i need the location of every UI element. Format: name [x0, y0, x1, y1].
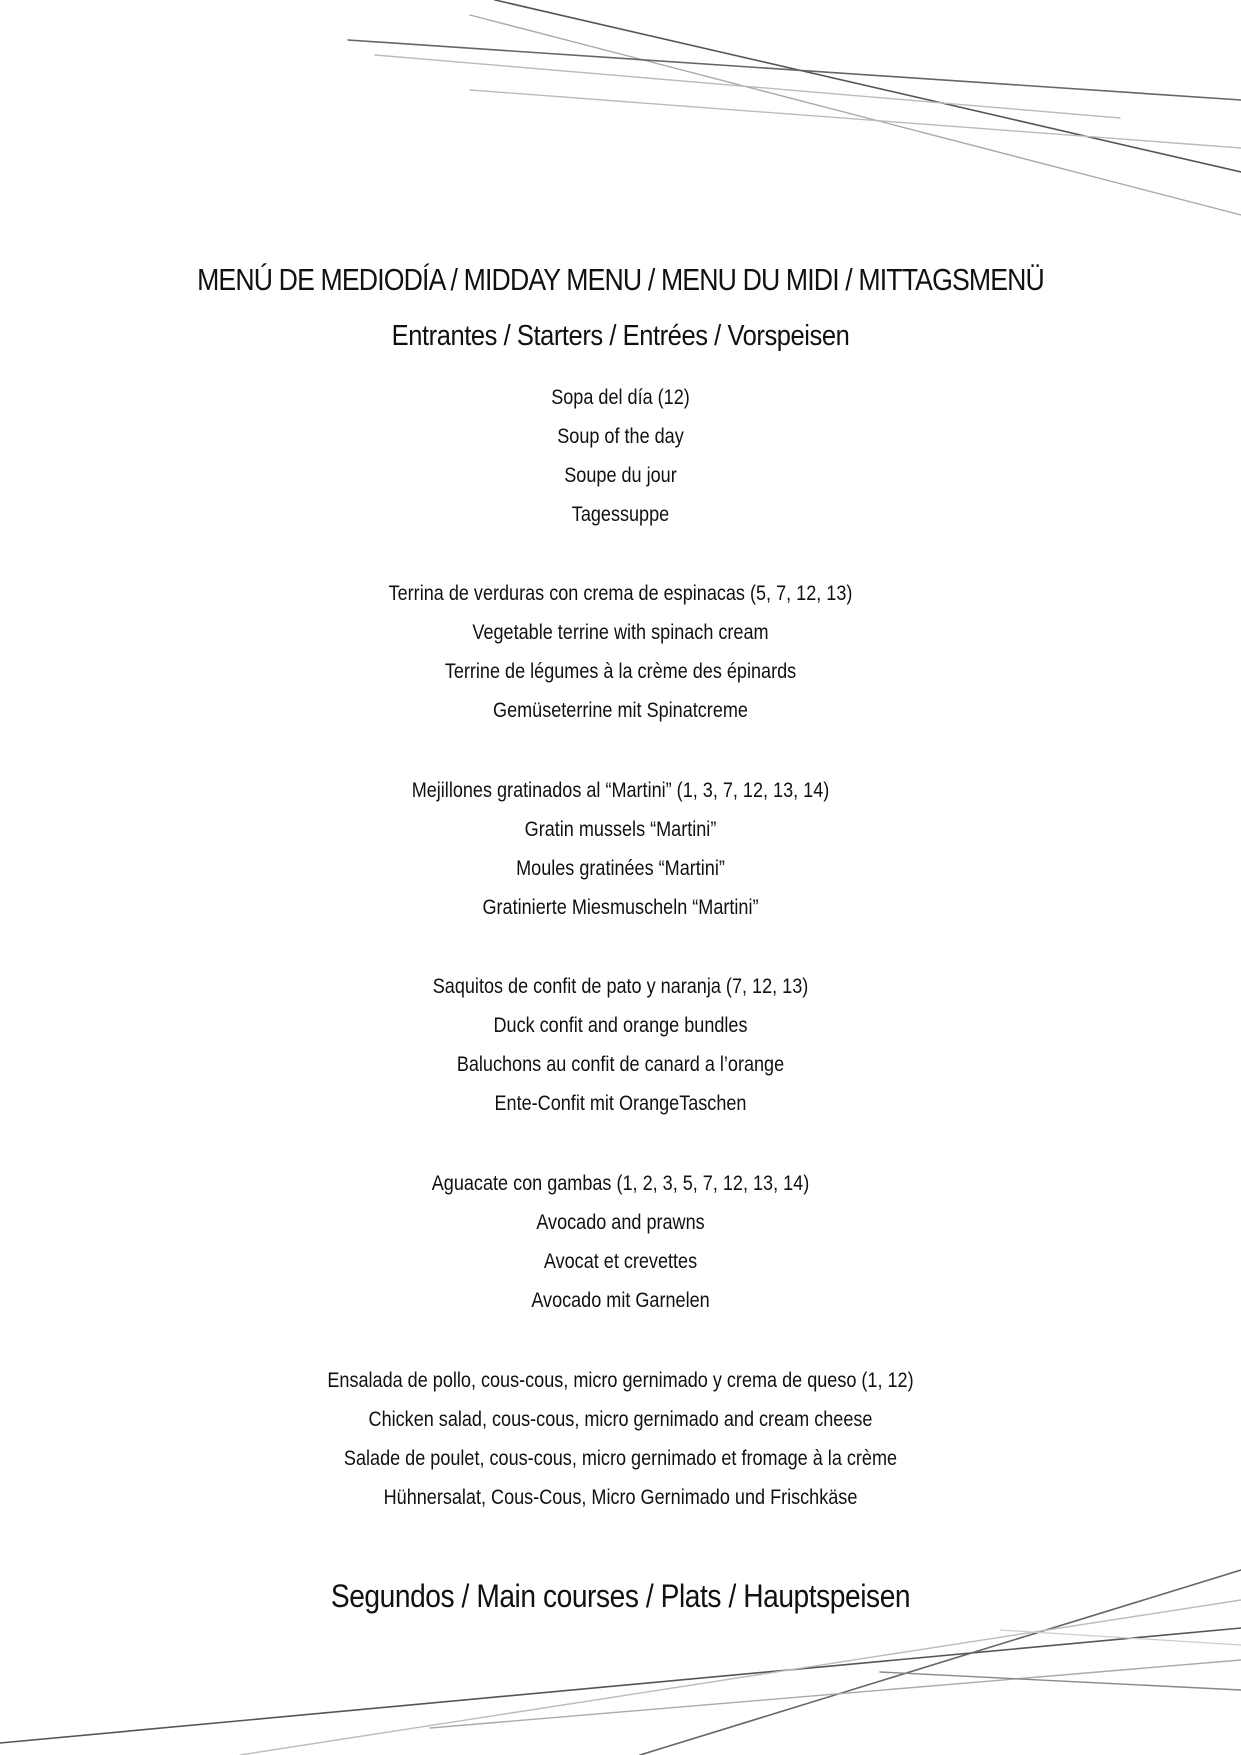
dish-name-fr: Avocat et crevettes [543, 1250, 698, 1273]
starters-heading: Entrantes / Starters / Entrées / Vorspeisen [391, 320, 850, 352]
dish-name-de: Tagessuppe [571, 503, 670, 526]
dish-name-es: Sopa del día (12) [551, 386, 690, 409]
dish-name-en: Soup of the day [557, 425, 684, 448]
menu-title: MENÚ DE MEDIODÍA / MIDDAY MENU / MENU DU MIDI / MITTAGSMENÜ [197, 262, 1044, 297]
dish-4 [0, 967, 1241, 1123]
dish-3 [0, 771, 1241, 927]
dish-name-de: Gemüseterrine mit Spinatcreme [493, 699, 748, 722]
dish-name-es: Saquitos de confit de pato y naranja (7, 12, 13) [432, 975, 809, 998]
dish-name-en: Gratin mussels “Martini” [524, 818, 717, 841]
mains-heading: Segundos / Main courses / Plats / Hauptspeisen [330, 1578, 911, 1614]
dish-name-de: Gratinierte Miesmuscheln “Martini” [482, 896, 759, 919]
dish-name-es: Terrina de verduras con crema de espinacas (5, 7, 12, 13) [388, 582, 853, 605]
dish-1 [0, 378, 1241, 534]
dish-name-es: Aguacate con gambas (1, 2, 3, 5, 7, 12, 13, 14) [431, 1172, 810, 1195]
dish-name-fr: Salade de poulet, cous-cous, micro gernimado et fromage à la crème [343, 1447, 898, 1470]
dish-2 [0, 574, 1241, 730]
dish-name-en: Vegetable terrine with spinach cream [472, 621, 769, 644]
dish-name-es: Mejillones gratinados al “Martini” (1, 3, 7, 12, 13, 14) [411, 779, 830, 802]
dish-6 [0, 1361, 1241, 1517]
dish-name-de: Avocado mit Garnelen [531, 1289, 710, 1312]
dish-name-en: Avocado and prawns [536, 1211, 705, 1234]
dish-name-fr: Terrine de légumes à la crème des épinards [444, 660, 797, 683]
dish-name-en: Duck confit and orange bundles [493, 1014, 748, 1037]
dish-name-fr: Moules gratinées “Martini” [516, 857, 725, 880]
dish-name-fr: Soupe du jour [564, 464, 677, 487]
dish-5 [0, 1164, 1241, 1320]
dish-name-es: Ensalada de pollo, cous-cous, micro gernimado y crema de queso (1, 12) [327, 1369, 914, 1392]
dish-name-de: Ente-Confit mit OrangeTaschen [494, 1092, 747, 1115]
dish-name-en: Chicken salad, cous-cous, micro gernimado and cream cheese [368, 1408, 873, 1431]
dish-name-de: Hühnersalat, Cous-Cous, Micro Gernimado und Frischkäse [383, 1486, 858, 1509]
dish-name-fr: Baluchons au confit de canard a l’orange [456, 1053, 785, 1076]
